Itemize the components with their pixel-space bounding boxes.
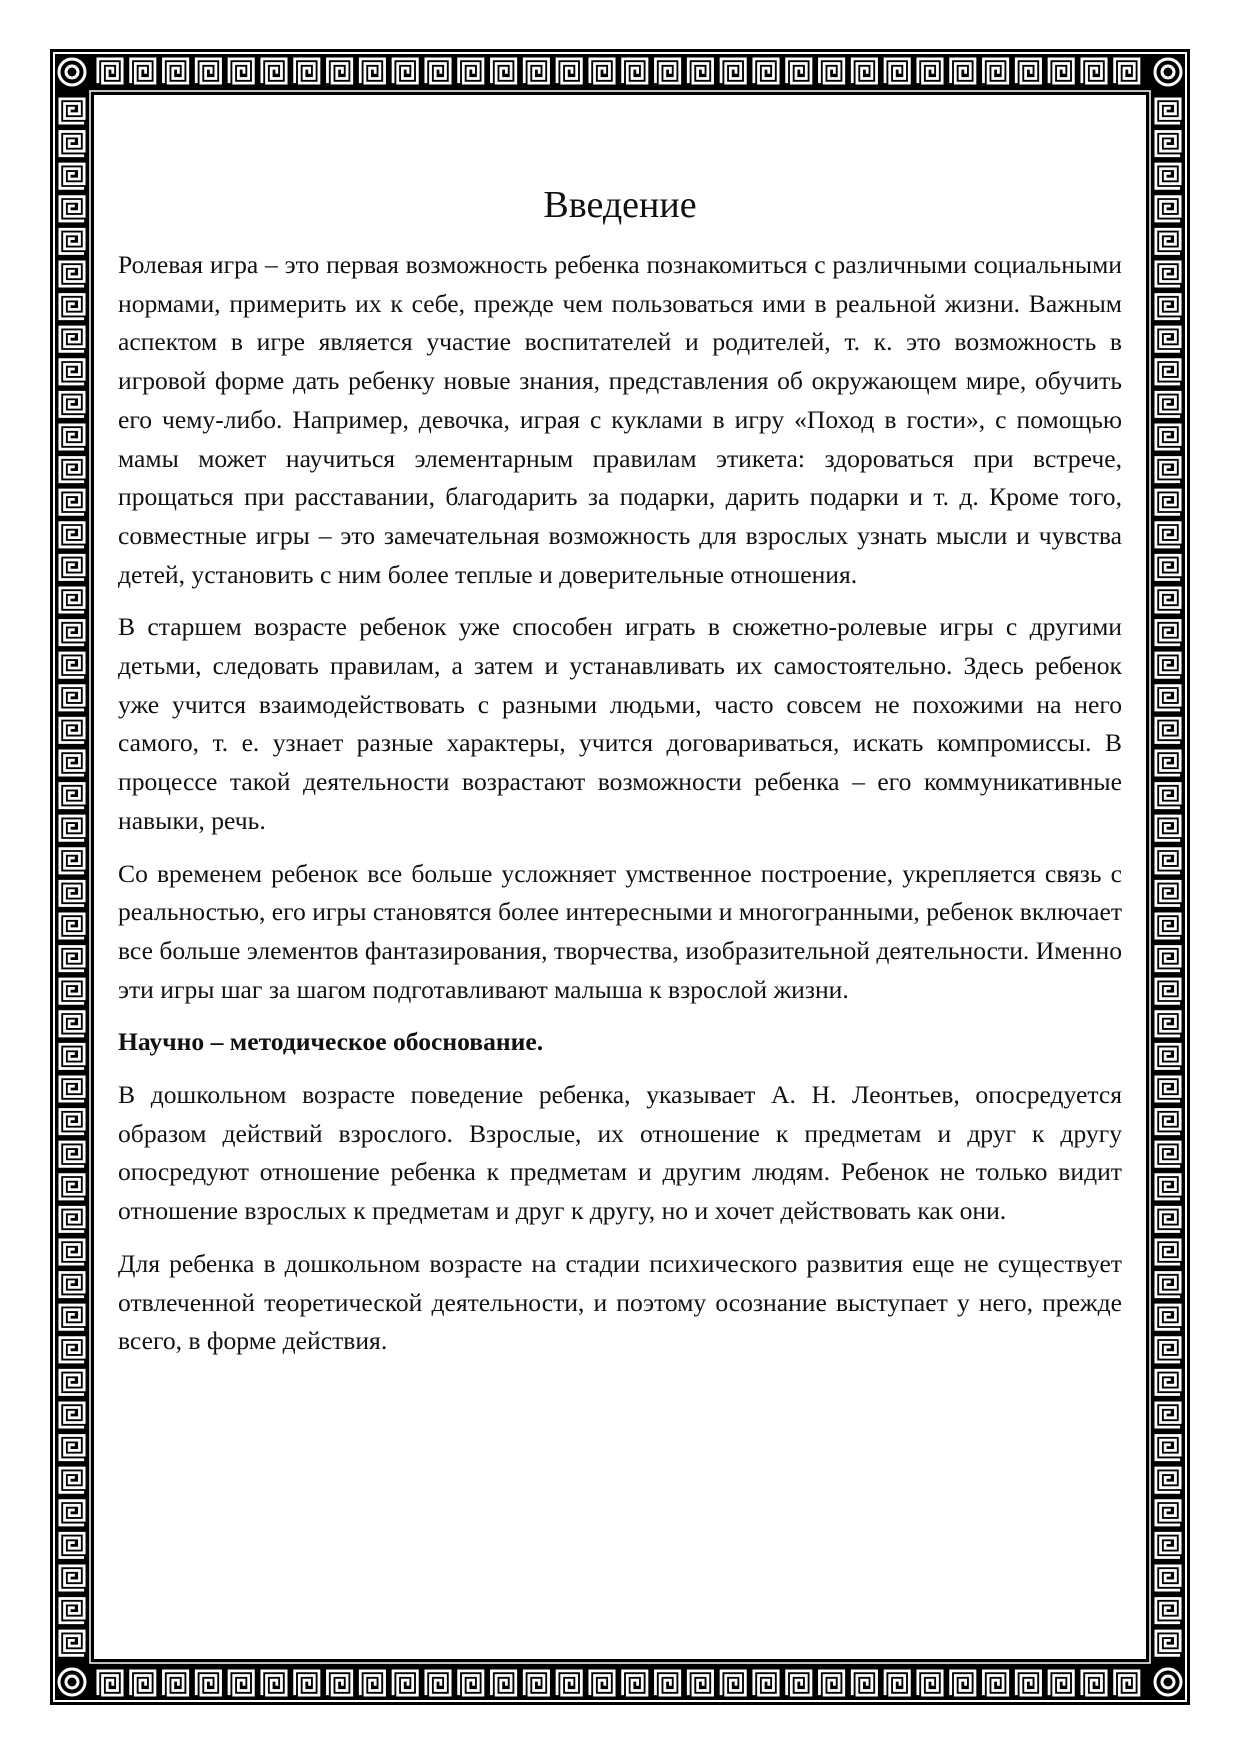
intro-paragraph-2: В старшем возрасте ребенок уже способен играть в сюжетно-ролевые игры с другими детьми, следовать правилам, а затем и устанавливать их самостоятельно. Здесь ребенок уже учится взаимодействовать с разными людьми, часто совсем не похожими на него самого, т. е. узнает разные характеры, учится договариваться, искать компромиссы. В процессе такой деятельности возрастают возможности ребенка – его коммуникативные навыки, речь.: [118, 612, 1122, 835]
intro-paragraph-1: Ролевая игра – это первая возможность ребенка познакомиться с различными социальными нормами, примерить их к себе, прежде чем пользоваться ими в реальной жизни. Важным аспектом в игре является участие воспитателей и родителей, т. к. это возможность в игровой форме дать ребенку новые знания, представления об окружающем мире, обучить его чему-либо. Например, девочка, играя с куклами в игру «Поход в гости», с помощью мамы может научиться элементарным правилам этикета: здороваться при встрече, прощаться при расставании, благодарить за подарки, дарить подарки и т. д. Кроме того, совместные игры – это замечательная возможность для взрослых узнать мысли и чувства детей, установить с ним более теплые и доверительные отношения.: [118, 250, 1122, 589]
section-paragraph-1: В дошкольном возрасте поведение ребенка, указывает А. Н. Леонтьев, опосредуется образом действий взрослого. Взрослые, их отношение к предметам и друг к другу опосредуют отношение ребенка к предметам и другим людям. Ребенок не только видит отношение взрослых к предметам и друг к другу, но и хочет действовать как они.: [118, 1080, 1122, 1226]
intro-paragraph-3: Со временем ребенок все больше усложняет умственное построение, укрепляется связь с реальностью, его игры становятся более интересными и многогранными, ребенок включает все больше элементов фантазирования, творчества, изобразительной деятельности. Именно эти игры шаг за шагом подготавливают малыша к взрослой жизни.: [118, 858, 1122, 1004]
section-paragraph-2: Для ребенка в дошкольном возрасте на стадии психического развития еще не существует отвлеченной теоретической деятельности, и поэтому осознание выступает у него, прежде всего, в форме действия.: [118, 1248, 1122, 1356]
page-title: Введение: [543, 184, 697, 226]
document-content: [118, 174, 1122, 1375]
section-heading: Научно – методическое обоснование.: [118, 1027, 544, 1057]
